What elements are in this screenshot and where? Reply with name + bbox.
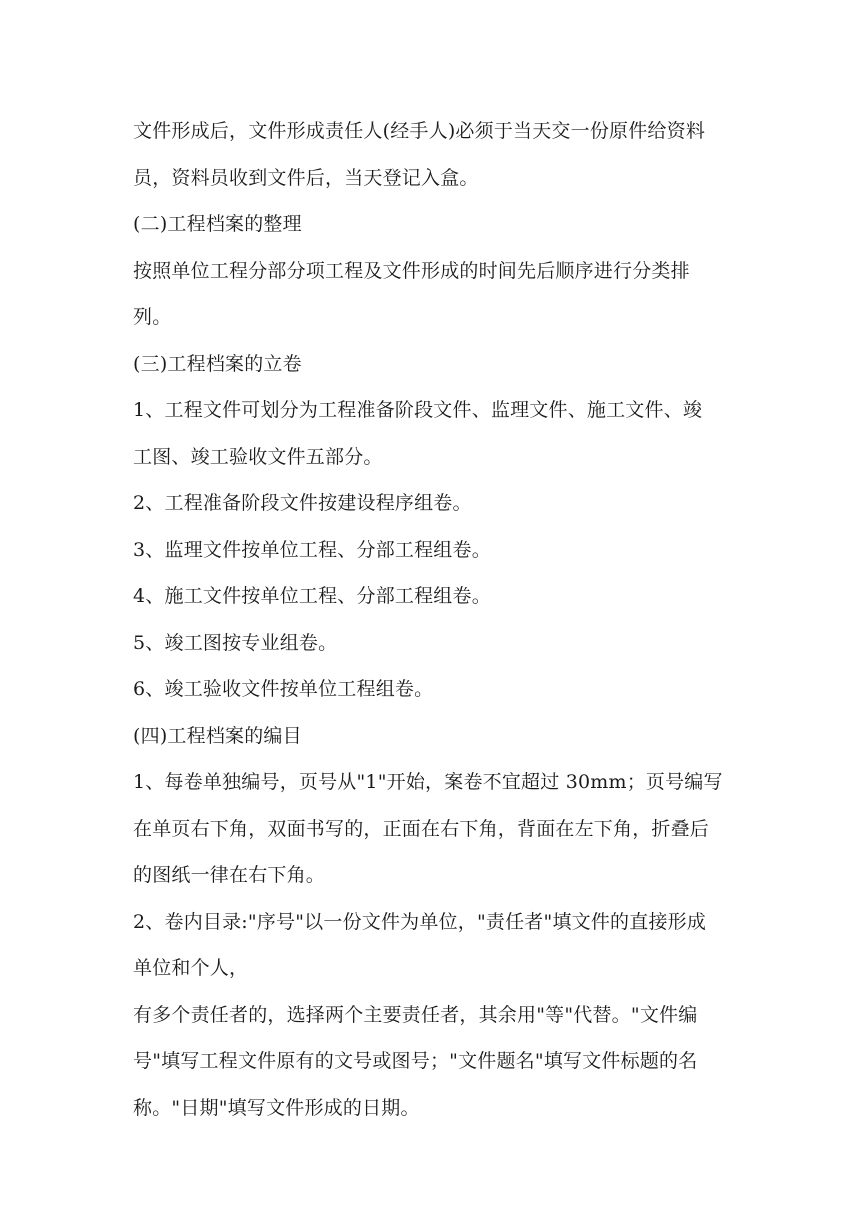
text-line: 文件形成后，文件形成责任人(经手人)必须于当天交一份原件给资料 (133, 120, 706, 142)
list-item: 5、竣工图按专业组卷。 (133, 631, 338, 654)
list-item: 1、工程文件可划分为工程准备阶段文件、监理文件、施工文件、竣 (133, 399, 703, 421)
text-line: 号"填写工程文件原有的文号或图号；"文件题名"填写文件标题的名 (133, 1050, 698, 1072)
text-line: 员，资料员收到文件后，当天登记入盒。 (133, 166, 479, 189)
text-line: 按照单位工程分部分项工程及文件形成的时间先后顺序进行分类排 (133, 259, 690, 282)
list-item: 2、卷内目录:"序号"以一份文件为单位，"责任者"填文件的直接形成 (133, 910, 707, 933)
list-item: 在单页右下角，双面书写的，正面在右下角，背面在左下角，折叠后 (133, 817, 710, 840)
list-item: 4、施工文件按单位工程、分部工程组卷。 (133, 585, 491, 607)
list-item: 3、监理文件按单位工程、分部工程组卷。 (133, 538, 491, 561)
section-heading: (三)工程档案的立卷 (133, 352, 302, 375)
text-line: 列。 (133, 306, 172, 328)
list-item: 单位和个人， (133, 957, 249, 979)
list-item: 1、每卷单独编号，页号从"1"开始，案卷不宜超过 30mm；页号编写 (133, 771, 723, 793)
text-line: 有多个责任者的，选择两个主要责任者，其余用"等"代替。"文件编 (133, 1003, 698, 1026)
list-item: 工图、竣工验收文件五部分。 (133, 445, 383, 468)
text-line: 称。"日期"填写文件形成的日期。 (133, 1096, 420, 1119)
section-heading: (二)工程档案的整理 (133, 213, 302, 235)
list-item: 的图纸一律在右下角。 (133, 864, 326, 886)
list-item: 6、竣工验收文件按单位工程组卷。 (133, 678, 434, 700)
body-text (133, 114, 753, 1137)
list-item: 2、工程准备阶段文件按建设程序组卷。 (133, 492, 472, 514)
section-heading: (四)工程档案的编目 (133, 724, 302, 747)
